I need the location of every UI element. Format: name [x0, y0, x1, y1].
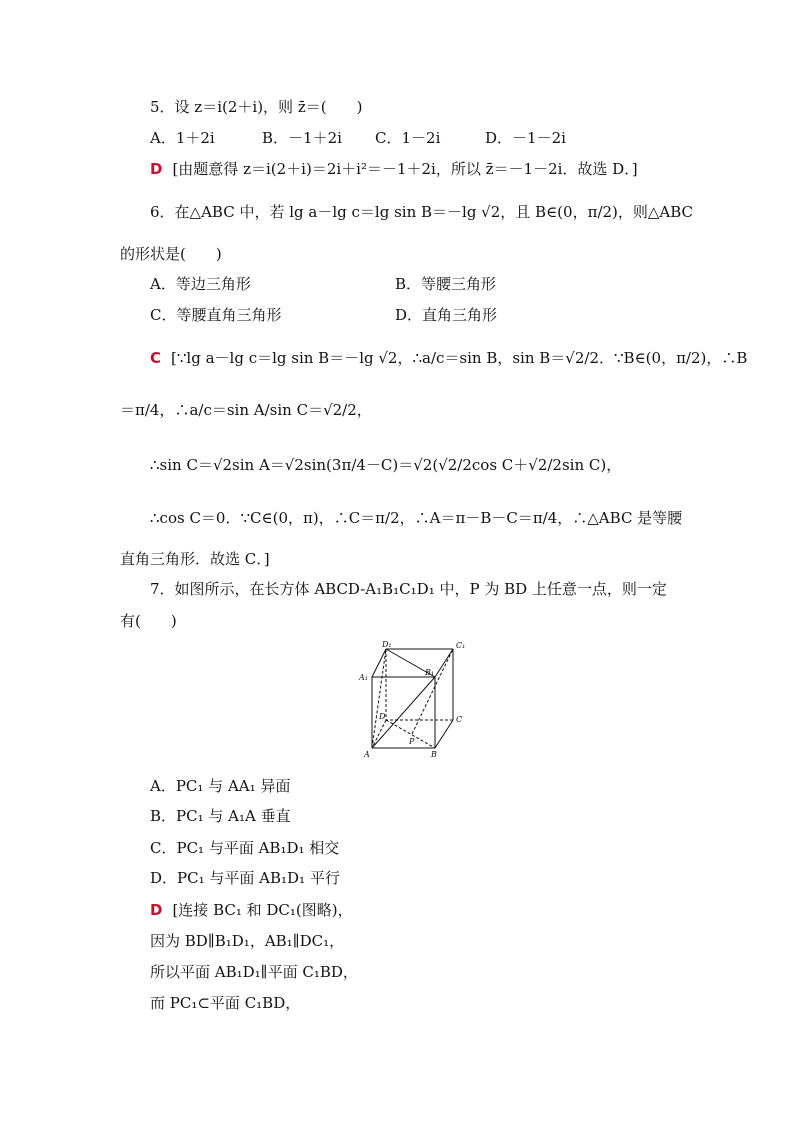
q6-stem-line1: 6．在△ABC 中，若 lg a－lg c＝lg sin B＝－lg √2，且 B∈(0，π/2)，则△ABC: [150, 203, 694, 221]
q7-sol-text1: [连接 BC₁ 和 DC₁(图略)，: [172, 901, 353, 919]
q7-solution-line1: [150, 900, 353, 920]
q6-solution-line3: ∴sin C＝√2sin A＝√2sin(3π/4－C)＝√2(√2/2cos C＋√2/2sin C)，: [150, 456, 622, 474]
q6-solution-line5: 直角三角形．故选 C．]: [120, 550, 270, 568]
q5-option-d: D．－1－2i: [485, 129, 566, 147]
label-c: C: [456, 715, 463, 724]
q6-sol-text1: [∵lg a－lg c＝lg sin B＝－lg √2，∴a/c＝sin B，sin B＝√2/2．∵B∈(0，π/2)，∴B: [171, 349, 748, 367]
label-b: B: [431, 750, 437, 759]
q6-option-d: D．直角三角形: [395, 306, 498, 324]
q6-stem-line2: 的形状是( ): [120, 245, 222, 263]
edge-b-c: [435, 720, 453, 748]
q5-answer: D: [150, 160, 163, 178]
label-a: A: [364, 750, 370, 759]
q7-solution-line2: 因为 BD∥B₁D₁，AB₁∥DC₁，: [150, 932, 345, 950]
q7-option-a: A．PC₁ 与 AA₁ 异面: [150, 777, 291, 795]
q5-explanation: [由题意得 z＝i(2＋i)＝2i＋i²＝－1＋2i，所以 z̄＝－1－2i．故选 D．]: [172, 160, 638, 178]
label-a1: A₁: [359, 673, 368, 682]
label-d1: D₁: [382, 640, 392, 649]
q5-solution: [150, 159, 638, 179]
q5-option-c: C．1－2i: [375, 129, 441, 147]
q6-option-a: A．等边三角形: [150, 275, 251, 293]
label-p: P: [409, 737, 415, 746]
label-d: D: [379, 712, 386, 721]
q5-stem: 5．设 z＝i(2＋i)，则 z̄＝( ): [150, 98, 363, 116]
q6-answer: C: [150, 349, 162, 367]
q6-solution-line4: ∴cos C＝0．∵C∈(0，π)，∴C＝π/2，∴A＝π－B－C＝π/4，∴△ABC 是等腰: [150, 509, 683, 527]
q7-option-b: B．PC₁ 与 A₁A 垂直: [150, 807, 291, 825]
q7-option-c: C．PC₁ 与平面 AB₁D₁ 相交: [150, 839, 340, 857]
q6-solution-line2: ＝π/4，∴a/c＝sin A/sin C＝√2/2，: [120, 401, 372, 419]
q5-option-a: A．1＋2i: [150, 129, 215, 147]
q7-solution-line3: 所以平面 AB₁D₁∥平面 C₁BD，: [150, 963, 358, 981]
label-c1: C₁: [456, 641, 466, 650]
q5-option-b: B．－1＋2i: [262, 129, 342, 147]
q6-option-c: C．等腰直角三角形: [150, 306, 282, 324]
q7-option-d: D．PC₁ 与平面 AB₁D₁ 平行: [150, 869, 340, 887]
label-b1: B₁: [425, 668, 435, 677]
q6-solution-line1: [150, 348, 747, 368]
q7-solution-line4: 而 PC₁⊂平面 C₁BD，: [150, 994, 301, 1012]
q7-stem-line1: 7．如图所示，在长方体 ABCD-A₁B₁C₁D₁ 中，P 为 BD 上任意一点，则一定: [150, 580, 667, 598]
q7-answer: D: [150, 901, 163, 919]
edge-c1-b1: [435, 649, 453, 677]
cuboid-figure: [355, 640, 475, 760]
q6-option-b: B．等腰三角形: [395, 275, 497, 293]
segment-p-c1: [412, 649, 453, 734]
q7-stem-line2: 有( ): [120, 612, 177, 630]
